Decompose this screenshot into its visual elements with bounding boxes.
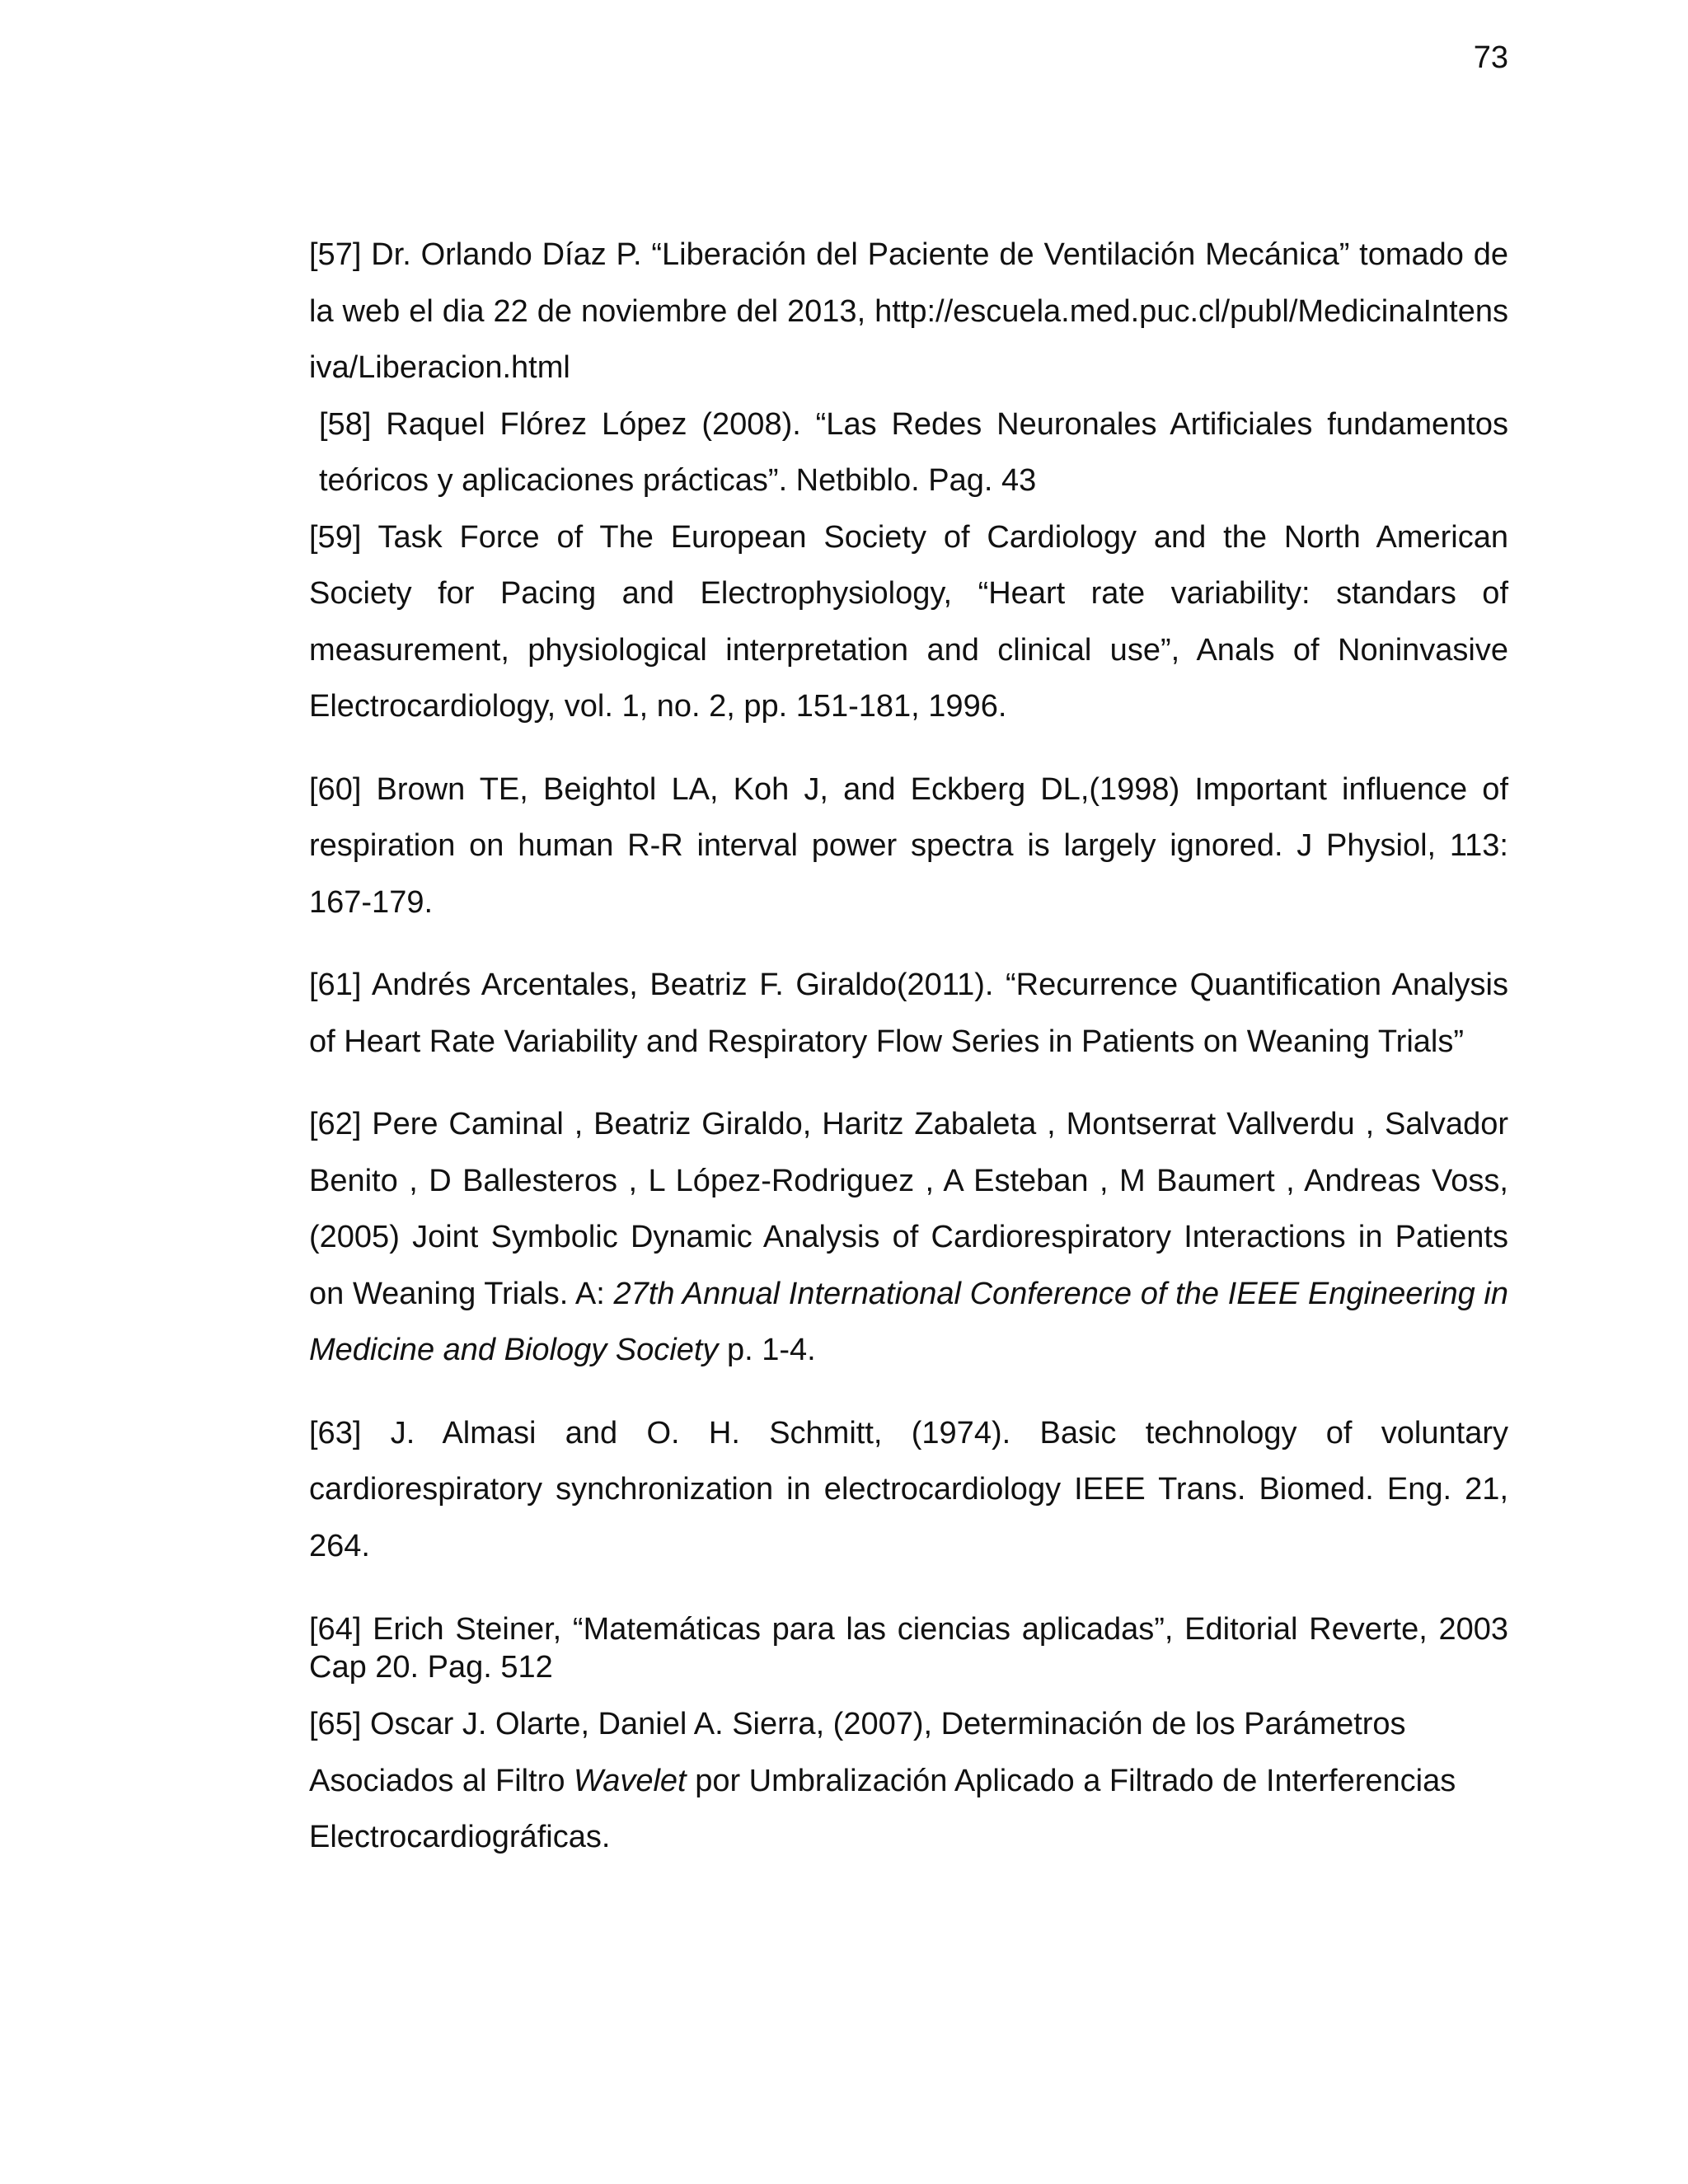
reference-60 [309,762,1508,931]
reference-65-text-after: por Umbralización Aplicado a Filtrado de Interferencias Electrocardiográficas. [309,1763,1456,1854]
reference-63-text: [63] J. Almasi and O. H. Schmitt, (1974). Basic technology of voluntary cardiorespiratory synchronization in electrocardiology IEEE Trans. Biomed. Eng. 21, 264. [309,1415,1508,1563]
reference-65-italic: Wavelet [574,1763,687,1798]
reference-63 [309,1405,1508,1575]
reference-62-italic: 27th Annual International Conference of the IEEE Engineering in Medicine and Biology Society [309,1276,1509,1367]
reference-61 [309,957,1508,1070]
reference-59-text: [59] Task Force of The European Society of Cardiology and the North American Society for Pacing and Electrophysiology, “Heart rate variability: standars of measurement, physiological interpretation and clinical use”, Anals of Noninvasive Electrocardiology, vol. 1, no. 2, pp. 151-181, 1996. [309,519,1508,724]
reference-list [309,227,1508,1866]
reference-58-text: [58] Raquel Flórez López (2008). “Las Redes Neuronales Artificiales fundamentos teóricos y aplicaciones prácticas”. Netbiblo. Pag. 43 [319,406,1508,498]
reference-61-text: [61] Andrés Arcentales, Beatriz F. Giraldo(2011). “Recurrence Quantification Analysis of Heart Rate Variability and Respiratory Flow Series in Patients on Weaning Trials” [309,968,1508,1059]
reference-58 [309,396,1508,509]
reference-64-text: [64] Erich Steiner, “Matemáticas para las ciencias aplicadas”, Editorial Reverte, 2003 Cap 20. Pag. 512 [309,1612,1508,1685]
reference-59 [309,509,1508,735]
reference-62 [309,1096,1508,1379]
reference-57-url[interactable]: http://escuela.med.puc.cl/publ/MedicinaIntensiva/Liberacion.html [309,293,1508,385]
reference-64 [309,1601,1508,1686]
reference-65 [309,1696,1508,1866]
reference-60-text: [60] Brown TE, Beightol LA, Koh J, and Eckberg DL,(1998) Important influence of respiration on human R-R interval power spectra is largely ignored. J Physiol, 113: 167-179. [309,771,1508,920]
reference-62-tail: p. 1-4. [726,1333,816,1367]
reference-62-text: [62] Pere Caminal , Beatriz Giraldo, Haritz Zabaleta , Montserrat Vallverdu , Salvador Benito , D Ballesteros , L López-Rodriguez , A Esteban , M Baumert , Andreas Voss, (2005) Joint Symbolic Dynamic Analysis of Cardiorespiratory Interactions in Patients on Weaning Trials. A: [309,1107,1508,1311]
reference-57 [309,227,1508,396]
reference-57-text: [57] Dr. Orlando Díaz P. “Liberación del Paciente de Ventilación Mecánica” tomado de la web el dia 22 de noviembre del 2013, [309,237,1508,329]
reference-65-text-before: [65] Oscar J. Olarte, Daniel A. Sierra, (2007), Determinación de los Parámetros Asociados al Filtro [309,1707,1406,1798]
page-number: 73 [1473,40,1508,75]
